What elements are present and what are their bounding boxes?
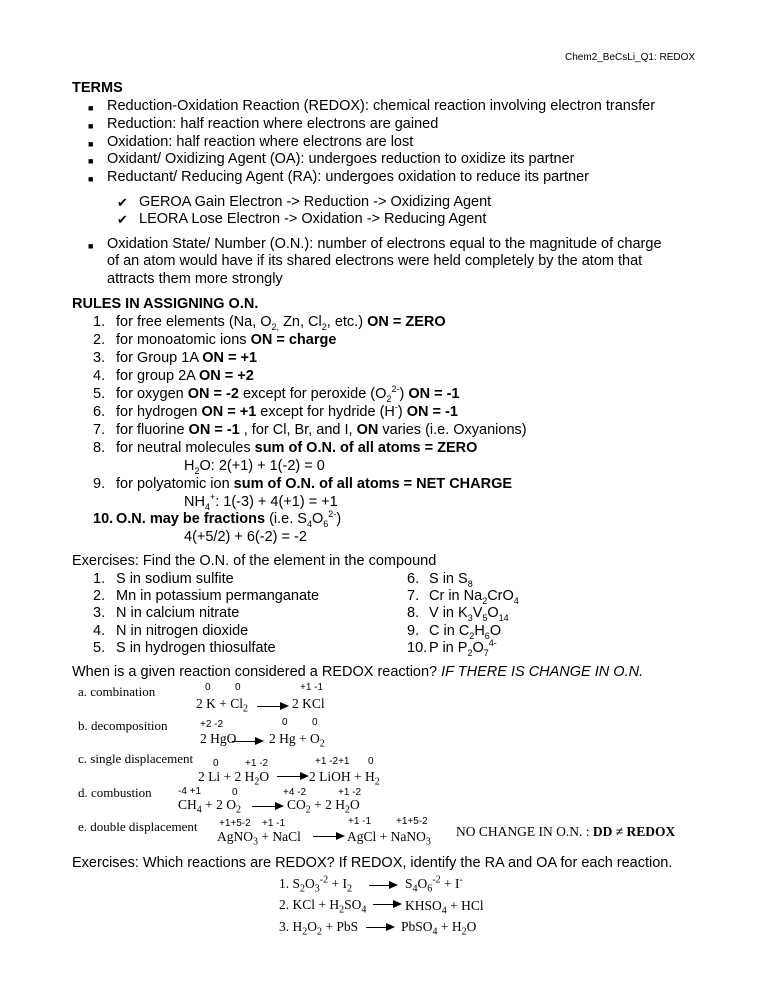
rule-number: 1. <box>93 314 106 330</box>
rule-number: 8. <box>93 440 106 456</box>
exercise2-equation-lhs: 2. KCl + $H_2SO_4$ <box>279 897 367 916</box>
exercise2-equation-lhs: 1. $S_2O_3^{-2} + I_2$ <box>279 874 352 895</box>
exercise-item: Cr in $Na_2CrO_4$ <box>429 588 519 606</box>
on-label: +1+5-2 <box>396 816 428 827</box>
redox-question: When is a given reaction considered a REDOX reaction? IF THERE IS CHANGE IN O.N. <box>72 664 644 680</box>
exercise-item: S in sodium sulfite <box>116 571 234 587</box>
bullet-icon: ■ <box>88 103 94 113</box>
exercise2-equation-rhs: $KHSO_4$ + HCl <box>405 898 484 917</box>
rule-number: 9. <box>93 476 106 492</box>
equation-rhs: 2 KCl <box>292 696 325 711</box>
on-label: +4 -2 <box>283 787 307 798</box>
reaction-label: d. combustion <box>78 785 152 800</box>
equation-lhs: 2 $K + Cl_2$ <box>196 696 248 715</box>
checkmark-icon: ✔ <box>117 212 128 227</box>
exercise-item: S in $S_8$ <box>429 571 473 589</box>
on-label: +1 -2+1 <box>315 756 350 767</box>
checkmark-icon: ✔ <box>117 195 128 210</box>
equation-rhs: 2 LiOH + $H_2$ <box>309 769 380 788</box>
exercise-number: 2. <box>93 588 106 604</box>
mnemonic-leora: LEORA Lose Electron -> Oxidation -> Reducing Agent <box>139 211 487 227</box>
rule-number: 2. <box>93 332 106 348</box>
terms-heading: TERMS <box>72 80 123 96</box>
term-item: Oxidation: half reaction where electrons are lost <box>107 134 414 150</box>
equation-rhs: $CO_2 + 2$ $H_2O$ <box>287 797 360 816</box>
arrow-icon <box>313 836 343 837</box>
exercise2-equation-rhs: PbSO$_4$ + $H_2O$ <box>401 919 477 938</box>
exercises1-heading: Exercises: Find the O.N. of the element in the compound <box>72 553 437 569</box>
rule-9-example: $NH_4^+$: 1(-3) + 4(+1) = +1 <box>184 492 338 512</box>
on-label: 0 <box>232 787 238 798</box>
on-label: +1 -2 <box>245 758 269 769</box>
rule-9: for polyatomic ion sum of O.N. of all atoms = NET CHARGE <box>116 476 513 492</box>
on-label: +1 -1 <box>348 816 372 827</box>
rule-number: 4. <box>93 368 106 384</box>
rule-4: for group 2A ON = +2 <box>116 368 254 384</box>
bullet-icon: ■ <box>88 156 94 166</box>
equation-lhs: 2 HgO <box>200 731 237 746</box>
exercise2-equation-rhs: $S_4O_6^{-2} + I^-$ <box>405 874 463 895</box>
exercise-number: 4. <box>93 623 106 639</box>
exercise-number: 8. <box>407 605 420 621</box>
on-definition-line: of an atom would have if its shared electrons were held completely by the atom that <box>107 253 643 269</box>
on-label: +1+5-2 <box>219 818 251 829</box>
arrow-icon <box>366 927 393 928</box>
reaction-label: a. combination <box>78 684 156 699</box>
exercises2-heading: Exercises: Which reactions are REDOX? If REDOX, identify the RA and OA for each reaction. <box>72 855 673 871</box>
on-label: -4 +1 <box>178 786 202 797</box>
exercise-number: 5. <box>93 640 106 656</box>
on-label: 0 <box>213 758 219 769</box>
mnemonic-geroa: GEROA Gain Electron -> Reduction -> Oxidizing Agent <box>139 194 492 210</box>
rule-6: for hydrogen ON = +1 except for hydride (H-) ON = -1 <box>116 402 458 420</box>
rule-2: for monoatomic ions ON = charge <box>116 332 337 348</box>
rule-1: for free elements (Na, $O_{2,}$ Zn, $Cl_2$, etc.) ON = ZERO <box>116 314 446 332</box>
arrow-icon <box>277 776 307 777</box>
on-label: 0 <box>235 682 241 693</box>
reaction-label: e. double displacement <box>78 819 198 834</box>
reaction-label: b. decomposition <box>78 718 168 733</box>
exercise-item: N in calcium nitrate <box>116 605 240 621</box>
on-label: +1 -1 <box>262 818 286 829</box>
rule-8-example: $H_2O$: 2(+1) + 1(-2) = 0 <box>184 458 325 476</box>
on-label: 0 <box>205 682 211 693</box>
exercise-number: 6. <box>407 571 420 587</box>
equation-lhs: AgNO$_3$ + NaCl <box>217 829 301 848</box>
exercise-number: 10. <box>407 640 428 656</box>
on-label: 0 <box>282 717 288 728</box>
equation-lhs: $CH_4 + 2$ $O_2$ <box>178 797 242 816</box>
exercise-number: 3. <box>93 605 106 621</box>
rule-number: 6. <box>93 404 106 420</box>
rule-number: 5. <box>93 386 106 402</box>
rule-10-example: 4(+5/2) + 6(-2) = -2 <box>184 529 307 545</box>
equation-rhs: 2 $Hg + O_2$ <box>269 731 325 750</box>
exercise-item: P in $P_2O_7^{4-}$ <box>429 638 497 658</box>
equation-rhs: AgCl + NaNO$_3$ <box>347 829 431 848</box>
term-item: Reduction-Oxidation Reaction (REDOX): chemical reaction involving electron transfer <box>107 98 656 114</box>
arrow-icon <box>252 806 282 807</box>
bullet-icon: ■ <box>88 241 94 251</box>
term-item: Reduction: half reaction where electrons are gained <box>107 116 439 132</box>
reaction-label: c. single displacement <box>78 751 194 766</box>
bullet-icon: ■ <box>88 139 94 149</box>
on-definition-line: attracts them more strongly <box>107 271 283 287</box>
bullet-icon: ■ <box>88 174 94 184</box>
on-definition-line: Oxidation State/ Number (O.N.): number of electrons equal to the magnitude of charge <box>107 236 662 252</box>
rules-heading: RULES IN ASSIGNING O.N. <box>72 296 259 312</box>
rule-number: 3. <box>93 350 106 366</box>
exercise-item: S in hydrogen thiosulfate <box>116 640 276 656</box>
arrow-icon <box>369 885 396 886</box>
arrow-icon <box>257 706 287 707</box>
exercise-number: 1. <box>93 571 106 587</box>
rule-7: for fluorine ON = -1 , for Cl, Br, and I, ON varies (i.e. Oxyanions) <box>116 422 527 438</box>
exercise-number: 9. <box>407 623 420 639</box>
exercise-item: Mn in potassium permanganate <box>116 588 320 604</box>
rule-number: 10. <box>93 511 114 527</box>
exercise-item: N in nitrogen dioxide <box>116 623 249 639</box>
equation-lhs: 2 Li + 2 $H_2O$ <box>198 769 270 788</box>
arrow-icon <box>373 904 400 905</box>
on-label: 0 <box>312 717 318 728</box>
exercise2-equation-lhs: 3. $H_2O_2$ + PbS <box>279 919 359 938</box>
rule-8: for neutral molecules sum of O.N. of all atoms = ZERO <box>116 440 478 456</box>
rule-5: for oxygen ON = -2 except for peroxide $(O_2^{2-})$ ON = -1 <box>116 384 460 404</box>
rule-10: O.N. may be fractions (i.e. $S_4O_6^{2-}$) <box>116 509 342 529</box>
dd-note: NO CHANGE IN O.N. : DD ≠ REDOX <box>456 824 676 839</box>
exercise-item: V in $K_3V_5O_{14}$ <box>429 605 509 623</box>
term-item: Oxidant/ Oxidizing Agent (OA): undergoes reduction to oxidize its partner <box>107 151 575 167</box>
rule-3: for Group 1A ON = +1 <box>116 350 258 366</box>
bullet-icon: ■ <box>88 121 94 131</box>
on-label: +2 -2 <box>200 719 224 730</box>
rule-number: 7. <box>93 422 106 438</box>
exercise-item: C in $C_2H_6O$ <box>429 623 502 641</box>
exercise-number: 7. <box>407 588 420 604</box>
on-label: +1 -1 <box>300 682 324 693</box>
on-label: +1 -2 <box>338 787 362 798</box>
on-label: 0 <box>368 756 374 767</box>
page-header: Chem2_BeCsLi_Q1: REDOX <box>565 52 696 63</box>
arrow-icon <box>232 741 262 742</box>
term-item: Reductant/ Reducing Agent (RA): undergoes oxidation to reduce its partner <box>107 169 590 185</box>
